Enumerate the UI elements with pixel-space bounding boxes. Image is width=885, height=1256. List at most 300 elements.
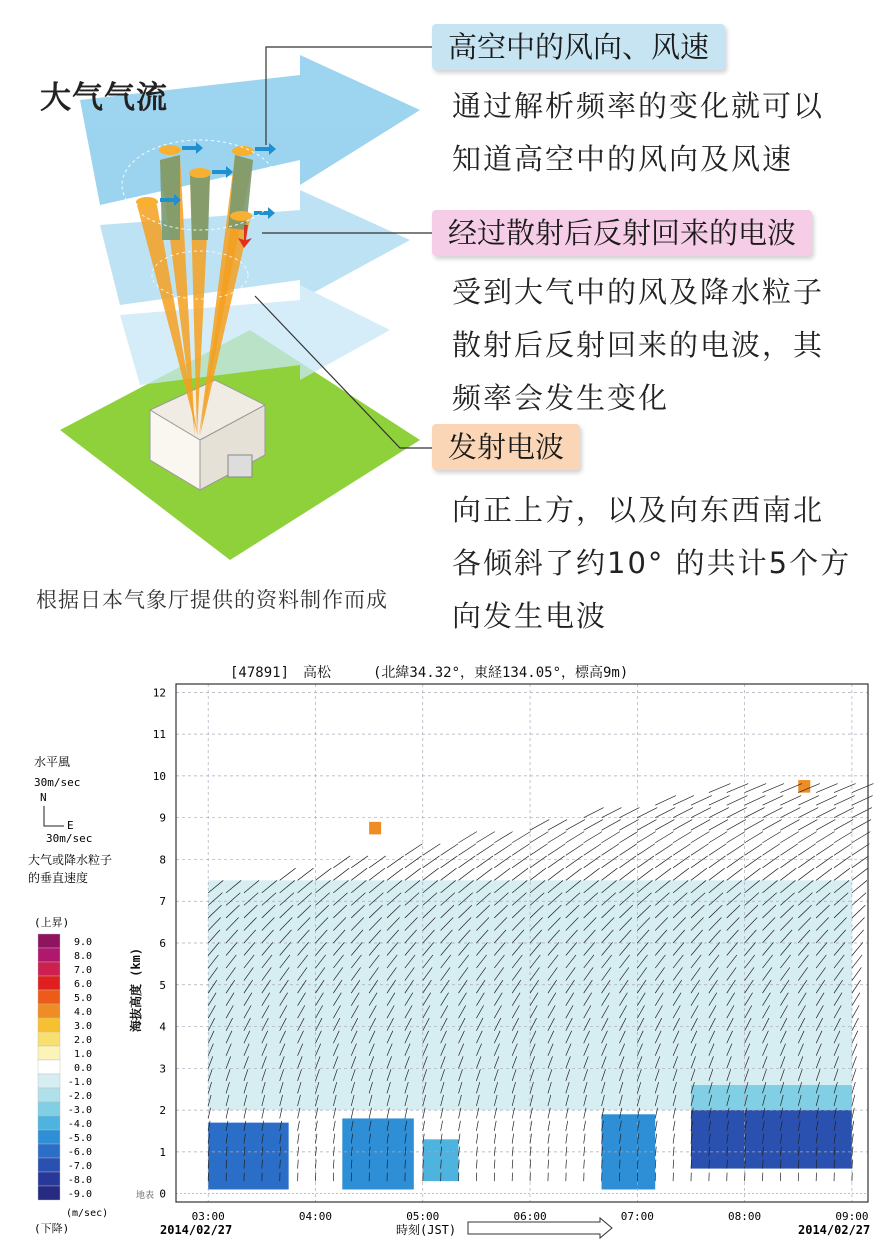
wind-arrow xyxy=(298,868,314,880)
colorbar-label: 1.0 xyxy=(74,1049,92,1060)
legend-up-label: (上昇) xyxy=(34,915,69,929)
wind-arrow xyxy=(584,832,602,843)
wind-arrow xyxy=(798,808,818,818)
wind-arrow xyxy=(727,844,745,856)
wind-arrow xyxy=(655,1134,656,1144)
y-tick-label: 7 xyxy=(159,895,166,908)
colorbar-label: -1.0 xyxy=(68,1077,92,1088)
velocity-cell xyxy=(342,1118,414,1189)
wind-arrow xyxy=(548,1121,550,1131)
wind-arrow xyxy=(405,844,423,856)
colorbar-label: -9.0 xyxy=(68,1189,92,1200)
wind-arrow xyxy=(280,868,296,880)
plot-area xyxy=(136,684,873,1223)
wind-arrow xyxy=(315,868,331,880)
wind-arrow xyxy=(727,856,744,868)
wind-arrow xyxy=(745,868,761,880)
wind-arrow xyxy=(459,1147,460,1156)
wind-arrow xyxy=(745,784,767,793)
legend-north: N xyxy=(40,791,47,804)
colorbar-swatch xyxy=(38,990,60,1004)
y-axis-ticks xyxy=(153,686,167,1200)
wind-arrow xyxy=(494,856,511,868)
wind-arrow xyxy=(566,844,584,856)
wind-arrow xyxy=(619,856,636,868)
wind-arrow xyxy=(459,868,475,880)
callout-emit-text xyxy=(452,484,851,643)
x-axis-label: 時刻(JST) xyxy=(396,1222,456,1237)
wind-arrow xyxy=(763,856,780,868)
wind-arrow xyxy=(548,868,564,880)
wind-arrow xyxy=(494,868,510,880)
wind-arrow xyxy=(852,856,869,868)
wind-arrow xyxy=(512,868,528,880)
wind-arrow xyxy=(816,784,838,793)
wind-arrow xyxy=(459,1134,460,1144)
colorbar-swatch xyxy=(38,1018,60,1032)
wind-arrow xyxy=(602,808,622,818)
colorbar-label: -7.0 xyxy=(68,1161,92,1172)
wind-arrow xyxy=(852,1056,857,1068)
wind-arrow xyxy=(655,856,672,868)
colorbar-label: -5.0 xyxy=(68,1133,92,1144)
wind-arrow xyxy=(852,784,874,793)
wind-arrow xyxy=(852,796,873,806)
colorbar-swatch xyxy=(38,948,60,962)
wind-arrow xyxy=(852,917,865,930)
callout-emit-label: 发射电波 xyxy=(432,424,580,470)
wind-arrow xyxy=(423,856,440,868)
y-tick-label: 4 xyxy=(159,1021,166,1034)
wind-arrow xyxy=(655,832,673,843)
wind-arrow xyxy=(709,784,731,793)
x-tick-label: 04:00 xyxy=(299,1210,332,1223)
colorbar-label: 3.0 xyxy=(74,1021,92,1032)
wind-arrow xyxy=(691,832,709,843)
velocity-cell xyxy=(208,1123,288,1190)
colorbar-swatch xyxy=(38,1060,60,1074)
wind-arrow xyxy=(530,856,547,868)
wind-arrow xyxy=(745,796,766,806)
wind-arrow xyxy=(494,1121,496,1131)
y-axis-label: 海抜高度 (km) xyxy=(128,948,143,1032)
wind-arrow xyxy=(745,808,765,818)
wind-arrow xyxy=(566,868,582,880)
wind-arrow xyxy=(673,820,692,831)
wind-arrow xyxy=(852,905,865,918)
wind-arrow xyxy=(548,1147,549,1156)
wind-arrow xyxy=(566,832,584,843)
wind-arrow xyxy=(548,844,566,856)
wind-arrow xyxy=(745,832,763,843)
y-tick-label: 1 xyxy=(159,1146,166,1159)
wind-arrow xyxy=(512,1121,514,1131)
wind-arrow xyxy=(494,1160,495,1169)
wind-arrow xyxy=(673,1160,674,1169)
wind-arrow xyxy=(852,980,861,993)
y-tick-label: 11 xyxy=(153,728,166,741)
legend-wind-scale-top: 30m/sec xyxy=(34,776,80,789)
wind-arrow xyxy=(405,856,422,868)
wind-arrow xyxy=(852,1082,855,1093)
velocity-cell xyxy=(369,822,381,835)
wind-arrow xyxy=(548,1134,549,1144)
x-tick-label: 07:00 xyxy=(621,1210,654,1223)
legend-down-label: (下降) xyxy=(34,1221,69,1235)
wind-arrow xyxy=(584,820,603,831)
wind-arrow xyxy=(852,1031,858,1043)
wind-arrow xyxy=(476,844,494,856)
legend-east: E xyxy=(67,819,74,832)
colorbar-swatch xyxy=(38,1102,60,1116)
wind-arrow xyxy=(476,1147,477,1156)
wind-arrow xyxy=(691,844,709,856)
wind-arrow xyxy=(852,955,862,968)
wind-arrow xyxy=(619,820,638,831)
wind-arrow xyxy=(333,856,350,868)
wind-arrow xyxy=(459,1160,460,1169)
wind-arrow xyxy=(333,868,349,880)
wind-arrow xyxy=(816,856,833,868)
wind-arrow xyxy=(709,808,729,818)
wind-arrow xyxy=(816,820,835,831)
wind-arrow xyxy=(494,844,512,856)
x-axis-ticks xyxy=(192,1210,869,1223)
velocity-cell xyxy=(691,1085,852,1110)
date-end: 2014/02/27 xyxy=(798,1223,870,1237)
wind-arrow xyxy=(637,808,657,818)
wind-arrow xyxy=(780,832,798,843)
wind-arrow xyxy=(494,1134,495,1144)
wind-arrow xyxy=(709,868,725,880)
wind-arrow xyxy=(655,1147,656,1156)
wind-arrow xyxy=(602,820,621,831)
colorbar-label: -3.0 xyxy=(68,1105,92,1116)
wind-arrow xyxy=(584,1160,585,1169)
wind-arrow xyxy=(423,844,441,856)
wind-arrow xyxy=(745,844,763,856)
wind-arrow xyxy=(548,1160,549,1169)
wind-arrow xyxy=(727,868,743,880)
y-tick-label: 6 xyxy=(159,937,166,950)
wind-arrow xyxy=(745,820,764,831)
wind-arrow xyxy=(691,808,711,818)
wind-arrow xyxy=(369,856,386,868)
text-line: 向正上方，以及向东西南北 xyxy=(452,484,851,537)
wind-arrow xyxy=(298,1147,299,1156)
wind-arrow xyxy=(351,868,367,880)
wind-arrow xyxy=(780,820,799,831)
wind-arrow xyxy=(494,1147,495,1156)
wind-arrow xyxy=(602,844,620,856)
legend-vertical-title-2: 的垂直速度 xyxy=(28,870,88,885)
wind-arrow xyxy=(727,808,747,818)
y-tick-label: 3 xyxy=(159,1062,166,1075)
wind-arrow xyxy=(512,1134,513,1144)
wind-arrow xyxy=(834,856,851,868)
wind-arrow xyxy=(584,844,602,856)
wind-arrow xyxy=(566,1160,567,1169)
velocity-cell xyxy=(798,780,810,793)
wind-arrow xyxy=(852,930,864,943)
wind-arrow xyxy=(512,1147,513,1156)
wind-arrow xyxy=(852,1044,857,1056)
wind-arrow xyxy=(512,844,530,856)
colorbar-label: 0.0 xyxy=(74,1063,92,1074)
wind-arrow xyxy=(476,1160,477,1169)
velocity-cell xyxy=(691,1110,852,1168)
wind-arrow xyxy=(673,856,690,868)
wind-arrow xyxy=(673,1121,675,1131)
y-tick-label: 0 xyxy=(159,1188,166,1201)
wind-arrow xyxy=(441,868,457,880)
wind-arrow xyxy=(459,832,477,843)
callout-scatter-label: 经过散射后反射回来的电波 xyxy=(432,210,812,256)
wind-arrow xyxy=(709,820,728,831)
colorbar-swatch xyxy=(38,1130,60,1144)
wind-arrow xyxy=(333,1134,334,1144)
wind-arrow xyxy=(459,1121,461,1131)
wind-arrow xyxy=(530,868,546,880)
colorbar-label: -6.0 xyxy=(68,1147,92,1158)
y-tick-label: 5 xyxy=(159,979,166,992)
wind-arrow xyxy=(512,832,530,843)
wind-arrow xyxy=(852,1108,854,1119)
text-line: 散射后反射回来的电波，其 xyxy=(452,319,824,372)
wind-arrow xyxy=(673,868,689,880)
wind-arrow xyxy=(351,856,368,868)
wind-arrow xyxy=(655,820,674,831)
wind-arrow xyxy=(673,1147,674,1156)
wind-arrow xyxy=(852,868,868,880)
wind-arrow xyxy=(548,832,566,843)
wind-arrow xyxy=(530,820,549,831)
wind-arrow xyxy=(852,1095,855,1106)
colorbar-label: -2.0 xyxy=(68,1091,92,1102)
wind-arrow xyxy=(584,808,604,818)
wind-arrow xyxy=(566,856,583,868)
legend-unit: (m/sec) xyxy=(66,1208,108,1219)
wind-arrow xyxy=(852,1005,859,1018)
wind-arrow xyxy=(584,856,601,868)
y-tick-label: 12 xyxy=(153,686,166,699)
wind-arrow xyxy=(459,844,477,856)
wind-arrow xyxy=(816,832,834,843)
wind-arrow xyxy=(655,796,676,806)
wind-arrow xyxy=(673,808,693,818)
text-line: 向发生电波 xyxy=(452,590,851,643)
colorbar-swatch xyxy=(38,1004,60,1018)
wind-arrow xyxy=(602,832,620,843)
text-line: 频率会发生变化 xyxy=(452,372,824,425)
wind-arrow xyxy=(548,820,567,831)
text-line: 知道高空中的风向及风速 xyxy=(452,133,824,186)
wind-arrow xyxy=(763,796,784,806)
text-line: 受到大气中的风及降水粒子 xyxy=(452,266,824,319)
wind-arrow xyxy=(673,844,691,856)
wind-arrow xyxy=(834,844,852,856)
colorbar-label: 6.0 xyxy=(74,979,92,990)
wind-arrow xyxy=(673,796,694,806)
legend-vertical-title-1: 大气或降水粒子 xyxy=(28,852,112,867)
wind-arrow xyxy=(655,1121,657,1131)
wind-arrow xyxy=(709,832,727,843)
wind-arrow xyxy=(673,832,691,843)
callout-wind-text xyxy=(452,80,824,186)
colorbar-swatch xyxy=(38,1186,60,1200)
wind-arrow xyxy=(619,844,637,856)
wind-arrow xyxy=(476,856,493,868)
colorbar-swatch xyxy=(38,1172,60,1186)
colorbar-swatch xyxy=(38,1046,60,1060)
legend-wind-title: 水平風 xyxy=(34,754,70,769)
wind-arrow xyxy=(619,808,639,818)
chart-title: [47891] 高松 (北緯34.32°，東経134.05°，標高9m) xyxy=(230,664,628,681)
wind-arrow xyxy=(387,856,404,868)
wind-arrow xyxy=(369,868,385,880)
wind-arrow xyxy=(584,1134,585,1144)
wind-arrow xyxy=(441,844,459,856)
y-tick-label: 10 xyxy=(153,770,166,783)
wind-arrow xyxy=(852,893,866,906)
wind-arrow xyxy=(548,856,565,868)
wind-arrow xyxy=(763,832,781,843)
wind-arrow xyxy=(566,1134,567,1144)
wind-arrow xyxy=(691,796,712,806)
y-tick-label: 8 xyxy=(159,853,166,866)
wind-arrow xyxy=(780,844,798,856)
wind-arrow xyxy=(494,832,512,843)
wind-arrow xyxy=(655,808,675,818)
wind-arrow xyxy=(476,1121,478,1131)
wind-arrow xyxy=(763,820,782,831)
legend xyxy=(28,754,112,1235)
wind-arrow xyxy=(816,868,832,880)
wind-arrow xyxy=(834,820,853,831)
colorbar-swatch xyxy=(38,1116,60,1130)
colorbar-label: -8.0 xyxy=(68,1175,92,1186)
wind-arrow xyxy=(441,1121,443,1131)
wind-arrow xyxy=(405,868,421,880)
wind-arrow xyxy=(798,868,814,880)
wind-arrow xyxy=(298,1134,299,1144)
colorbar-swatch xyxy=(38,1158,60,1172)
wind-arrow xyxy=(584,1121,586,1131)
wind-arrow xyxy=(852,967,861,980)
wind-scale-arrow-icon xyxy=(44,806,64,826)
wind-arrow xyxy=(852,880,867,892)
wind-arrow xyxy=(566,1121,568,1131)
wind-arrow xyxy=(566,820,585,831)
wind-arrow xyxy=(691,868,707,880)
colorbar-label: -4.0 xyxy=(68,1119,92,1130)
wind-arrow xyxy=(530,844,548,856)
text-line: 通过解析频率的变化就可以 xyxy=(452,80,824,133)
wind-arrow xyxy=(476,832,494,843)
wind-arrow xyxy=(798,820,817,831)
wind-arrow xyxy=(709,856,726,868)
wind-arrow xyxy=(476,1134,477,1144)
wind-arrow xyxy=(512,1160,513,1169)
wind-arrow xyxy=(298,1160,299,1169)
wind-arrow xyxy=(387,868,403,880)
wind-arrow xyxy=(834,784,856,793)
legend-wind-scale-bottom: 30m/sec xyxy=(46,832,92,845)
colorbar-swatch xyxy=(38,976,60,990)
wind-arrow xyxy=(566,1147,567,1156)
wind-arrow xyxy=(602,868,618,880)
wind-profiler-chart xyxy=(0,640,885,1252)
ground-label: 地表 xyxy=(136,1189,154,1201)
wind-arrow xyxy=(333,1160,334,1169)
wind-arrow xyxy=(745,856,762,868)
colorbar-swatch xyxy=(38,962,60,976)
colorbar-label: 4.0 xyxy=(74,1007,92,1018)
wind-arrow xyxy=(459,856,476,868)
colorbar-swatch xyxy=(38,1088,60,1102)
wind-arrow xyxy=(691,820,710,831)
x-tick-label: 05:00 xyxy=(406,1210,439,1223)
wind-arrow xyxy=(852,942,863,955)
wind-arrow xyxy=(655,844,673,856)
wind-arrow xyxy=(637,832,655,843)
wind-arrow xyxy=(780,856,797,868)
wind-arrow xyxy=(602,856,619,868)
wind-arrow xyxy=(780,808,800,818)
illustration-title: 大气气流 xyxy=(40,72,168,117)
x-tick-label: 06:00 xyxy=(513,1210,546,1223)
text-line: 各倾斜了约10° 的共计5个方 xyxy=(452,537,851,590)
wind-arrow xyxy=(780,796,801,806)
wind-arrow xyxy=(637,844,655,856)
wind-arrow xyxy=(763,784,785,793)
wind-arrow xyxy=(816,844,834,856)
wind-arrow xyxy=(763,844,781,856)
colorbar xyxy=(38,934,92,1200)
wind-arrow xyxy=(852,993,860,1006)
wind-arrow xyxy=(637,820,656,831)
wind-arrow xyxy=(852,1018,859,1031)
x-tick-label: 08:00 xyxy=(728,1210,761,1223)
colorbar-label: 5.0 xyxy=(74,993,92,1004)
wind-arrow xyxy=(834,868,850,880)
wind-arrow xyxy=(834,832,852,843)
wind-arrow xyxy=(637,868,653,880)
wind-arrow xyxy=(298,1121,300,1131)
wind-arrow xyxy=(763,868,779,880)
wind-arrow xyxy=(816,796,837,806)
date-start: 2014/02/27 xyxy=(160,1223,232,1237)
x-tick-label: 09:00 xyxy=(835,1210,868,1223)
wind-arrow xyxy=(691,856,708,868)
wind-arrow xyxy=(852,808,872,818)
wind-arrow xyxy=(798,844,816,856)
colorbar-swatch xyxy=(38,1144,60,1158)
wind-arrow xyxy=(637,856,654,868)
source-caption: 根据日本气象厅提供的资料制作而成 xyxy=(36,584,388,614)
y-tick-label: 2 xyxy=(159,1104,166,1117)
wind-arrow xyxy=(476,868,492,880)
wind-arrow xyxy=(619,868,635,880)
colorbar-label: 9.0 xyxy=(74,937,92,948)
wind-arrow xyxy=(816,808,836,818)
wind-arrow xyxy=(727,784,749,793)
colorbar-label: 7.0 xyxy=(74,965,92,976)
colorbar-swatch xyxy=(38,934,60,948)
wind-arrow xyxy=(727,832,745,843)
wind-arrow xyxy=(333,1147,334,1156)
callout-wind-label: 高空中的风向、风速 xyxy=(432,24,725,70)
